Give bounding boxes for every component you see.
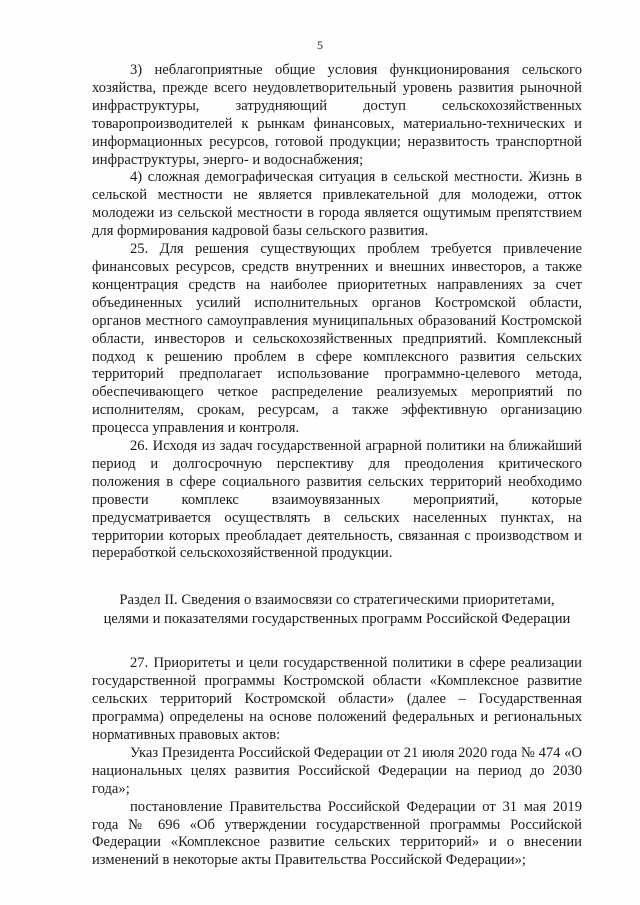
paragraph-item-3: 3) неблагоприятные общие условия функционирования сельского хозяйства, прежде всего неудовлетворительный уровень развития рыночной инфраструктуры, затрудняющий доступ сельскохозяйственных товаропроизводителей к рынкам финансовых, материально-технических и информационных ресурсов, готовой продукции; неразвитость транспортной инфраструктуры, энерго- и водоснабжения; bbox=[92, 62, 582, 168]
paragraph-26: 26. Исходя из задач государственной аграрной политики на ближайший период и долгосрочную перспективу для преодоления критического положения в сфере социального развития сельских территорий необходимо провести комплекс взаимоувязанных мероприятий, которые предусматривается осуществлять в сельских населенных пунктах, на территории которых преобладает деятельность, связанная с производством и переработкой сельскохозяйственной продукции. bbox=[92, 438, 582, 562]
decree-item: Указ Президента Российской Федерации от 21 июля 2020 года № 474 «О национальных целях развития Российской Федерации на период до 2030 года»; bbox=[92, 744, 582, 797]
section-heading bbox=[92, 591, 582, 629]
page-number: 5 bbox=[317, 38, 323, 52]
resolution-item: постановление Правительства Российской Федерации от 31 мая 2019 года № 696 «Об утверждении государственной программы Российской Федерации «Комплексное развитие сельских территорий» и о внесении изменений в некоторые акты Правительства Российской Федерации»; bbox=[92, 798, 582, 869]
paragraph-27: 27. Приоритеты и цели государственной политики в сфере реализации государственной программы Костромской области «Комплексное развитие сельских территорий Костромской области» (далее – Государственная программа) определены на основе положений федеральных и региональных нормативных правовых актов: bbox=[92, 655, 582, 743]
document-body bbox=[92, 62, 582, 870]
spacer bbox=[92, 629, 582, 655]
section-heading-line-2: целями и показателями государственных программ Российской Федерации bbox=[103, 611, 571, 628]
paragraph-item-4: 4) сложная демографическая ситуация в сельской местности. Жизнь в сельской местности не является привлекательной для молодежи, отток молодежи из сельской местности в города является ощутимым препятствием для формирования кадровой базы сельского развития. bbox=[92, 169, 582, 240]
section-heading-line-1: Раздел II. Сведения о взаимосвязи со стратегическими приоритетами, bbox=[119, 592, 555, 609]
paragraph-25: 25. Для решения существующих проблем требуется привлечение финансовых ресурсов, средств внутренних и внешних инвесторов, а также концентрация средств на наиболее приоритетных направлениях за счет объединенных усилий исполнительных органов Костромской области, органов местного самоуправления муниципальных образований Костромской области, инвесторов и сельскохозяйственных предприятий. Комплексный подход к решению проблем в сфере комплексного развития сельских территорий предполагает использование программно-целевого метода, обеспечивающего четкое распределение реализуемых мероприятий по исполнителям, срокам, ресурсам, а также эффективную организацию процесса управления и контроля. bbox=[92, 241, 582, 437]
spacer bbox=[92, 563, 582, 591]
